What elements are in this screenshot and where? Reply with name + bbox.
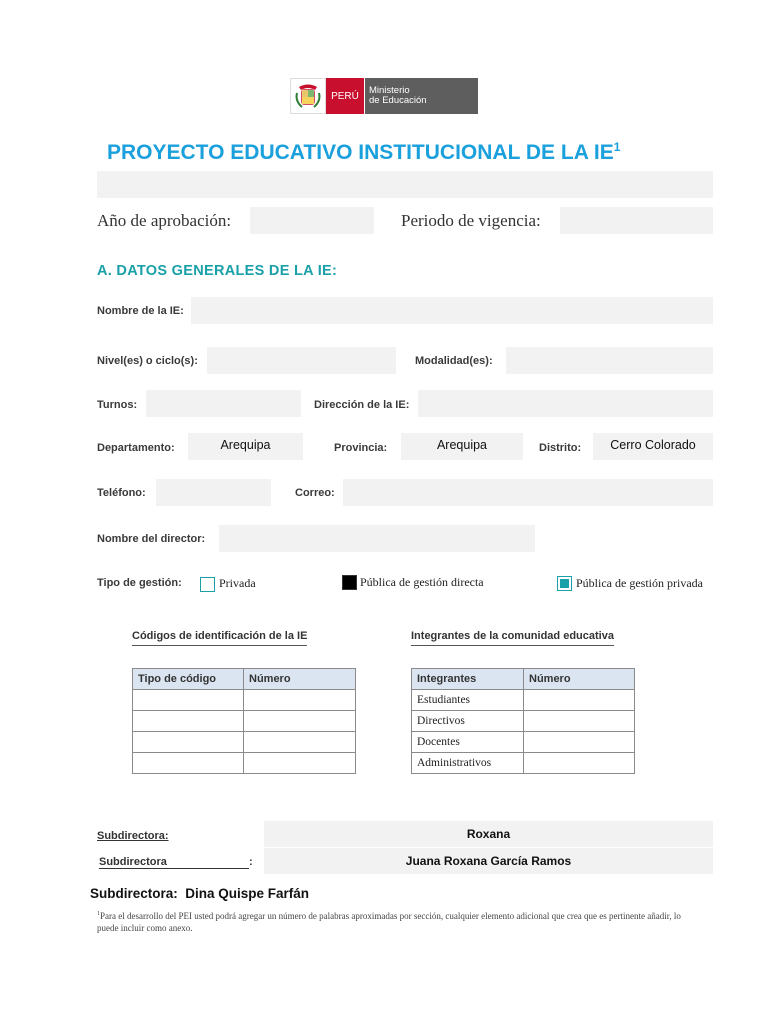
subdirector-1-value: Roxana [466, 827, 511, 841]
codes-header-type: Tipo de código [133, 669, 244, 690]
private-checkbox[interactable] [200, 577, 215, 592]
table-row [133, 690, 356, 711]
table-row [133, 753, 356, 774]
level-label: Nivel(es) o ciclo(s): [97, 355, 198, 367]
community-header-members: Integrantes [412, 669, 524, 690]
subdirector-2-label-text: Subdirectora [99, 856, 249, 869]
page-title [107, 140, 620, 165]
community-header-number: Número [524, 669, 635, 690]
table-cell[interactable] [244, 711, 356, 732]
table-cell: Directivos [412, 711, 524, 732]
ministry-line2: de Educación [369, 95, 427, 106]
public-private-checkbox[interactable] [557, 576, 572, 591]
table-cell[interactable] [244, 753, 356, 774]
address-label: Dirección de la IE: [314, 399, 410, 411]
public-private-option-label: Pública de gestión privada [576, 576, 703, 590]
shifts-field[interactable] [146, 390, 301, 417]
phone-label: Teléfono: [97, 487, 146, 499]
footnote-text: Para el desarrollo del PEI usted podrá agregar un número de palabras aproximadas por sección, cualquier elemento adicional que crea que es pertinente añadir, lo puede incluir como anexo. [97, 911, 681, 933]
footnote-mark: 1 [97, 911, 100, 917]
table-cell[interactable] [133, 690, 244, 711]
subdirector-1-field[interactable] [264, 821, 713, 847]
approval-year-label: Año de aprobación: [97, 211, 232, 230]
table-cell[interactable] [133, 711, 244, 732]
section-a-heading: A. DATOS GENERALES DE LA IE: [97, 263, 338, 279]
table-cell[interactable] [524, 690, 635, 711]
table-header-row [412, 669, 635, 690]
department-value: Arequipa [220, 438, 271, 452]
table-cell[interactable] [524, 753, 635, 774]
table-row [133, 732, 356, 753]
province-field[interactable] [401, 433, 523, 460]
table-cell[interactable] [524, 711, 635, 732]
district-field[interactable] [593, 433, 713, 460]
subdirector-2-field[interactable] [264, 848, 713, 874]
department-field[interactable] [188, 433, 303, 460]
subdirector-2-value: Juana Roxana García Ramos [405, 854, 572, 868]
public-direct-option-label: Pública de gestión directa [360, 575, 484, 589]
director-field[interactable] [219, 525, 535, 552]
table-header-row [133, 669, 356, 690]
table-row [412, 711, 635, 732]
email-field[interactable] [343, 479, 713, 506]
address-field[interactable] [418, 390, 713, 417]
table-cell: Administrativos [412, 753, 524, 774]
modality-field[interactable] [506, 347, 713, 374]
ie-name-field[interactable] [191, 297, 713, 324]
table-row [412, 753, 635, 774]
table-cell: Docentes [412, 732, 524, 753]
district-value: Cerro Colorado [610, 438, 696, 452]
director-label: Nombre del director: [97, 533, 206, 545]
subdirector-3-text: Subdirectora: Dina Quispe Farfán [90, 886, 310, 901]
department-label: Departamento: [97, 442, 175, 454]
ministry-logo [290, 78, 478, 114]
province-label: Provincia: [334, 442, 388, 454]
validity-period-label: Periodo de vigencia: [401, 211, 541, 230]
codes-table [132, 668, 356, 774]
country-badge [326, 78, 364, 114]
table-cell[interactable] [244, 732, 356, 753]
codes-table-title: Códigos de identificación de la IE [132, 630, 307, 646]
footnote [97, 908, 697, 934]
ie-name-label: Nombre de la IE: [97, 305, 184, 317]
table-cell[interactable] [133, 753, 244, 774]
management-type-label: Tipo de gestión: [97, 577, 182, 589]
subdirector-2-colon: : [249, 856, 253, 868]
country-text: PERÚ [331, 90, 359, 102]
subdirector-2-label [99, 856, 253, 869]
table-row [412, 732, 635, 753]
table-row [133, 711, 356, 732]
province-value: Arequipa [436, 438, 488, 452]
public-direct-checkbox[interactable] [342, 575, 357, 590]
table-row [412, 690, 635, 711]
ie-name-banner-field[interactable] [97, 171, 713, 198]
ministry-line1: Ministerio [369, 85, 410, 96]
ministry-badge [365, 78, 478, 114]
shifts-label: Turnos: [97, 399, 138, 411]
title-footnote-mark: 1 [613, 140, 621, 154]
community-table [411, 668, 635, 774]
private-option-label: Privada [219, 576, 256, 590]
modality-label: Modalidad(es): [415, 355, 493, 367]
codes-header-number: Número [244, 669, 356, 690]
table-cell[interactable] [244, 690, 356, 711]
district-label: Distrito: [539, 442, 582, 454]
email-label: Correo: [295, 487, 335, 499]
phone-field[interactable] [156, 479, 271, 506]
peru-coat-of-arms-icon [290, 78, 326, 114]
page-title-text: PROYECTO EDUCATIVO INSTITUCIONAL DE LA IE [107, 141, 614, 164]
subdirector-1-label: Subdirectora: [97, 830, 169, 842]
table-cell: Estudiantes [412, 690, 524, 711]
table-cell[interactable] [524, 732, 635, 753]
validity-period-field[interactable] [560, 207, 713, 234]
community-table-title: Integrantes de la comunidad educativa [411, 630, 614, 646]
level-field[interactable] [207, 347, 396, 374]
table-cell[interactable] [133, 732, 244, 753]
approval-year-field[interactable] [250, 207, 374, 234]
